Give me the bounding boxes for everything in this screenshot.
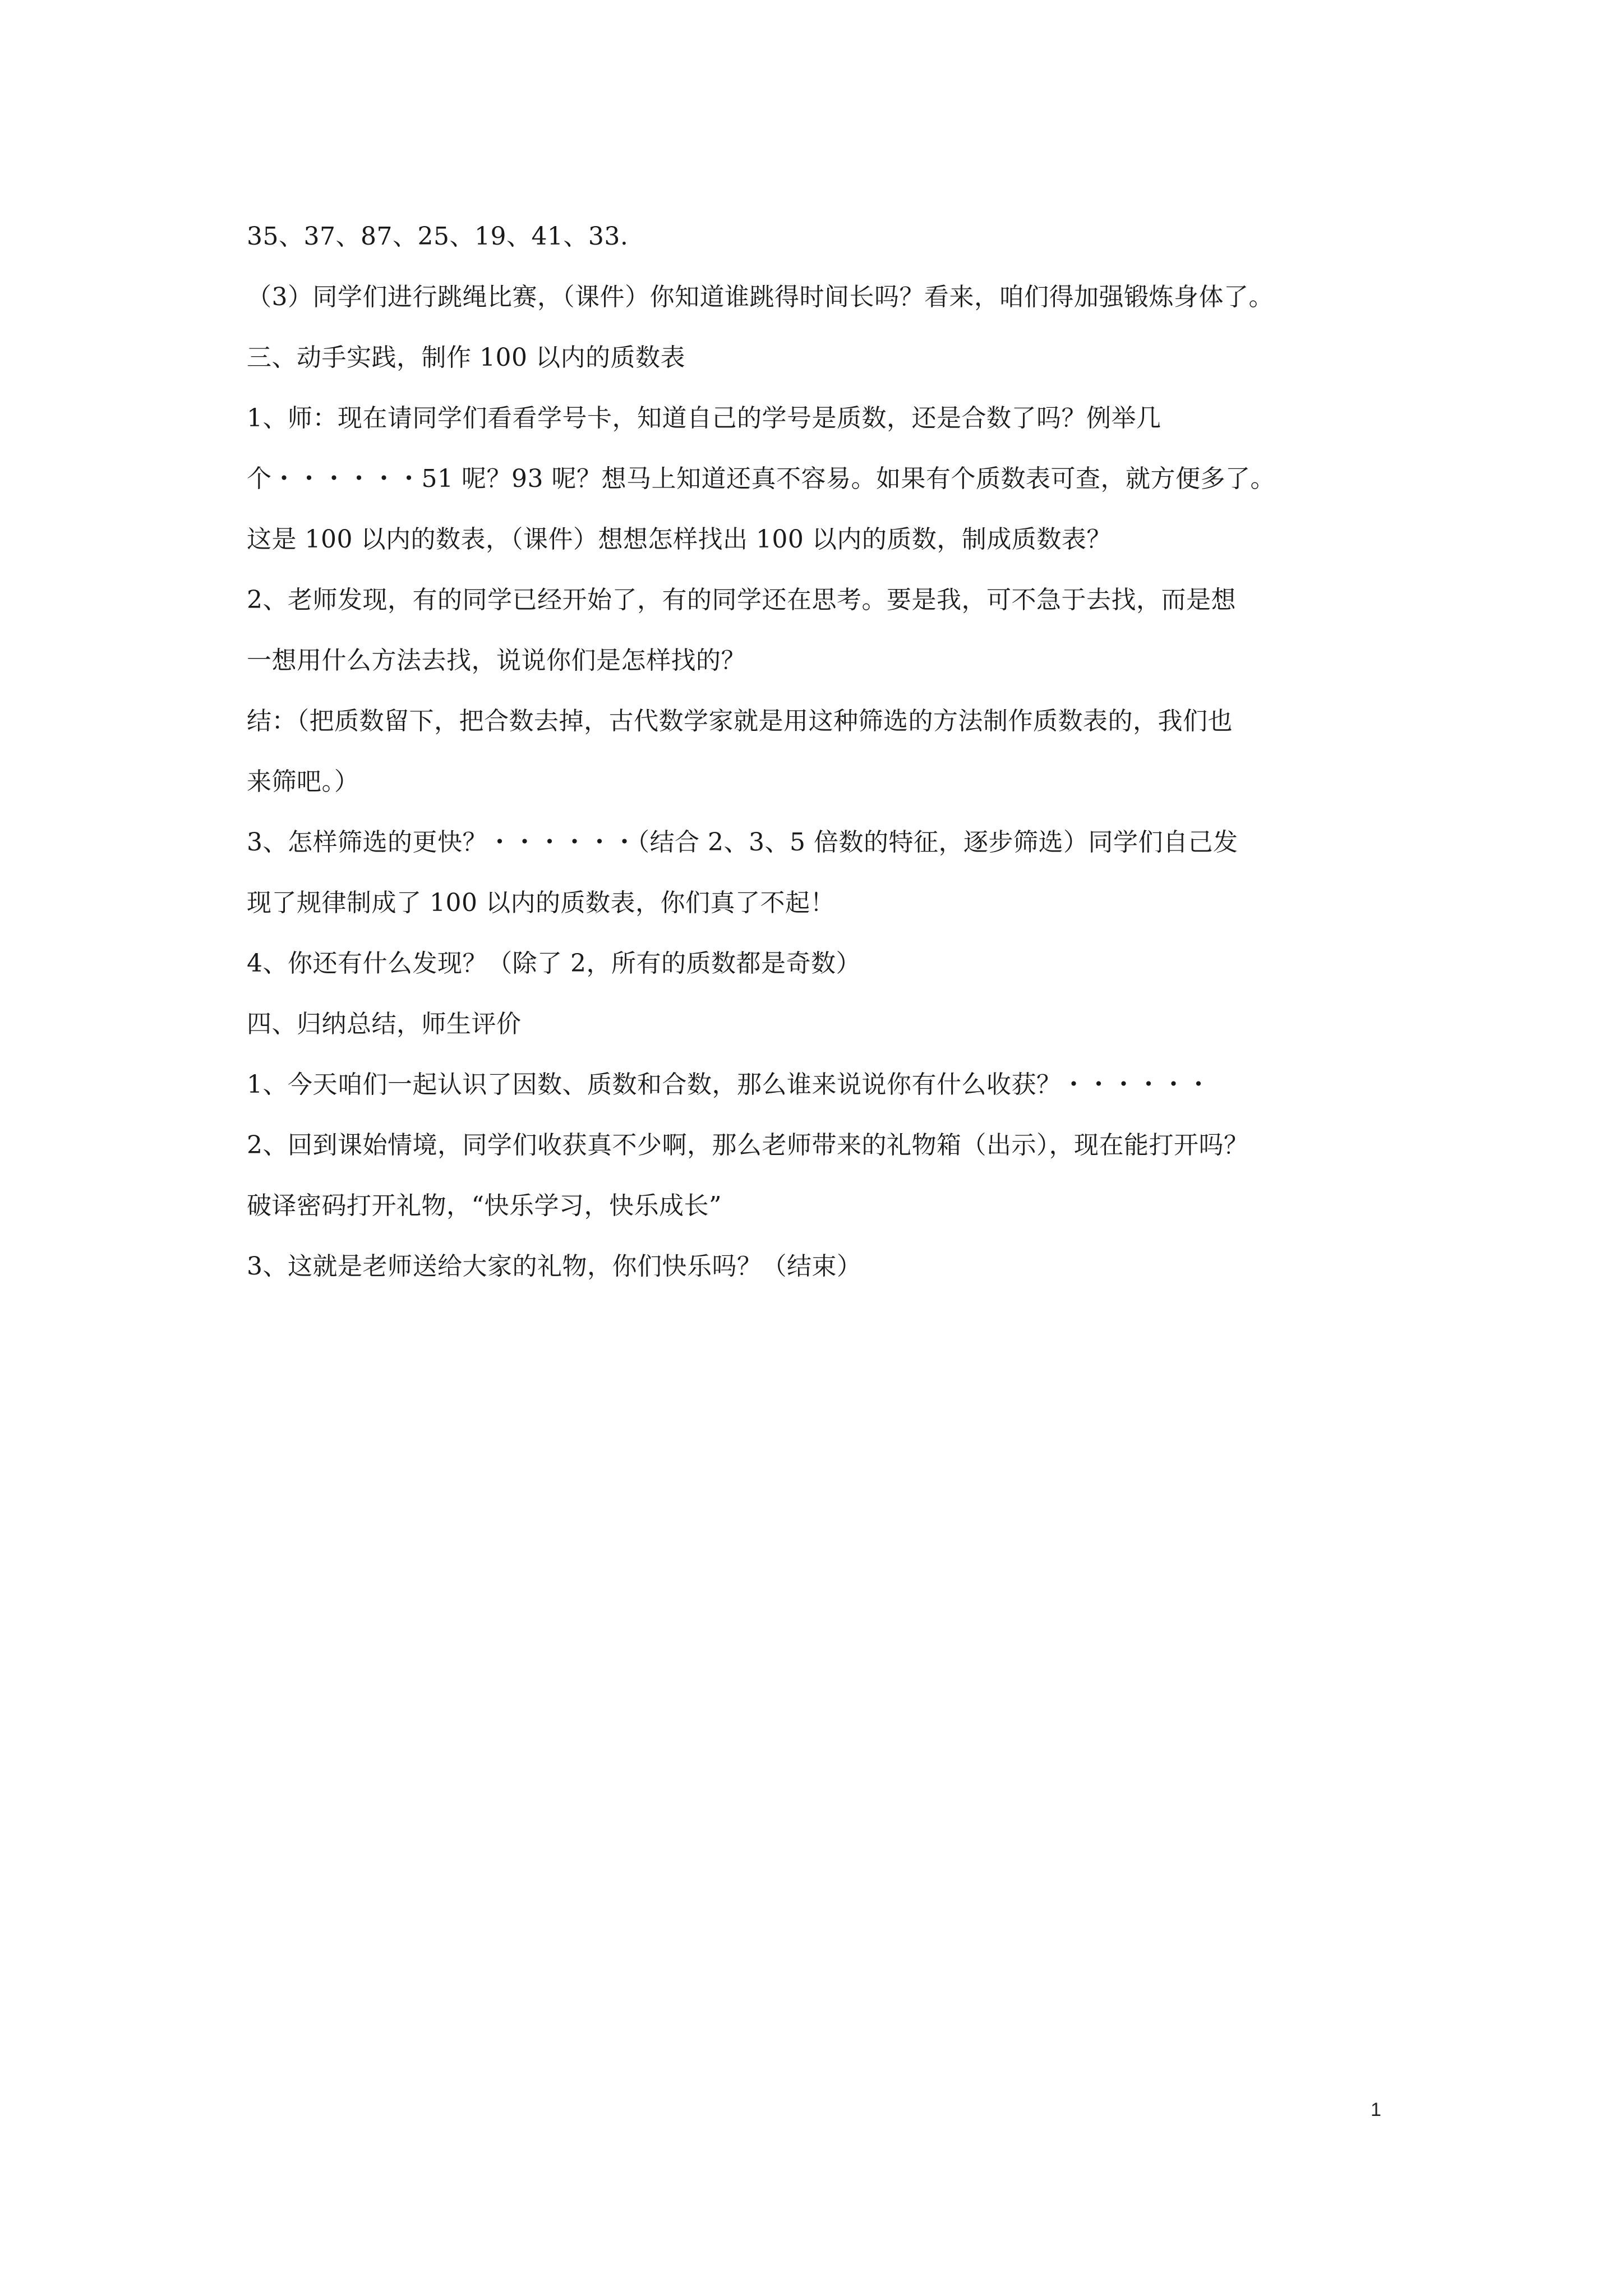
text-line: 这是 100 以内的数表，（课件）想想怎样找出 100 以内的质数，制成质数表？ [247, 525, 1112, 554]
section-heading: 三、动手实践，制作 100 以内的质数表 [247, 343, 685, 372]
text-line: 3、这就是老师送给大家的礼物，你们快乐吗？（结束） [247, 1252, 862, 1281]
text-line: 1、今天咱们一起认识了因数、质数和合数，那么谁来说说你有什么收获？・・・・・・ [247, 1070, 1211, 1099]
text-line: 来筛吧。） [247, 767, 359, 796]
text-line: 结：（把质数留下，把合数去掉，古代数学家就是用这种筛选的方法制作质数表的，我们也 [247, 707, 1233, 735]
page-number: 1 [1371, 2099, 1381, 2120]
document-body [247, 206, 1391, 1297]
text-line: 现了规律制成了 100 以内的质数表，你们真了不起！ [247, 889, 835, 917]
section-heading: 四、归纳总结，师生评价 [247, 1010, 522, 1038]
text-line: 一想用什么方法去找，说说你们是怎样找的？ [247, 646, 746, 675]
text-line: 2、回到课始情境，同学们收获真不少啊，那么老师带来的礼物箱（出示），现在能打开吗？ [247, 1131, 1249, 1159]
text-line: 个・・・・・・51 呢？93 呢？想马上知道还真不容易。如果有个质数表可查，就方便多了。 [247, 464, 1275, 493]
text-line: 破译密码打开礼物，“快乐学习，快乐成长” [247, 1191, 722, 1220]
text-line: 2、老师发现，有的同学已经开始了，有的同学还在思考。要是我，可不急于去找，而是想 [247, 586, 1236, 614]
text-line: 35、37、87、25、19、41、33. [247, 222, 629, 251]
text-line: 1、师：现在请同学们看看学号卡，知道自己的学号是质数，还是合数了吗？例举几 [247, 404, 1161, 432]
text-line: 3、怎样筛选的更快？・・・・・・（结合 2、3、5 倍数的特征，逐步筛选）同学们自己发 [247, 828, 1238, 857]
text-line: （3）同学们进行跳绳比赛，（课件）你知道谁跳得时间长吗？看来，咱们得加强锻炼身体了。 [247, 283, 1274, 311]
text-line: 4、你还有什么发现？（除了 2，所有的质数都是奇数） [247, 949, 861, 978]
